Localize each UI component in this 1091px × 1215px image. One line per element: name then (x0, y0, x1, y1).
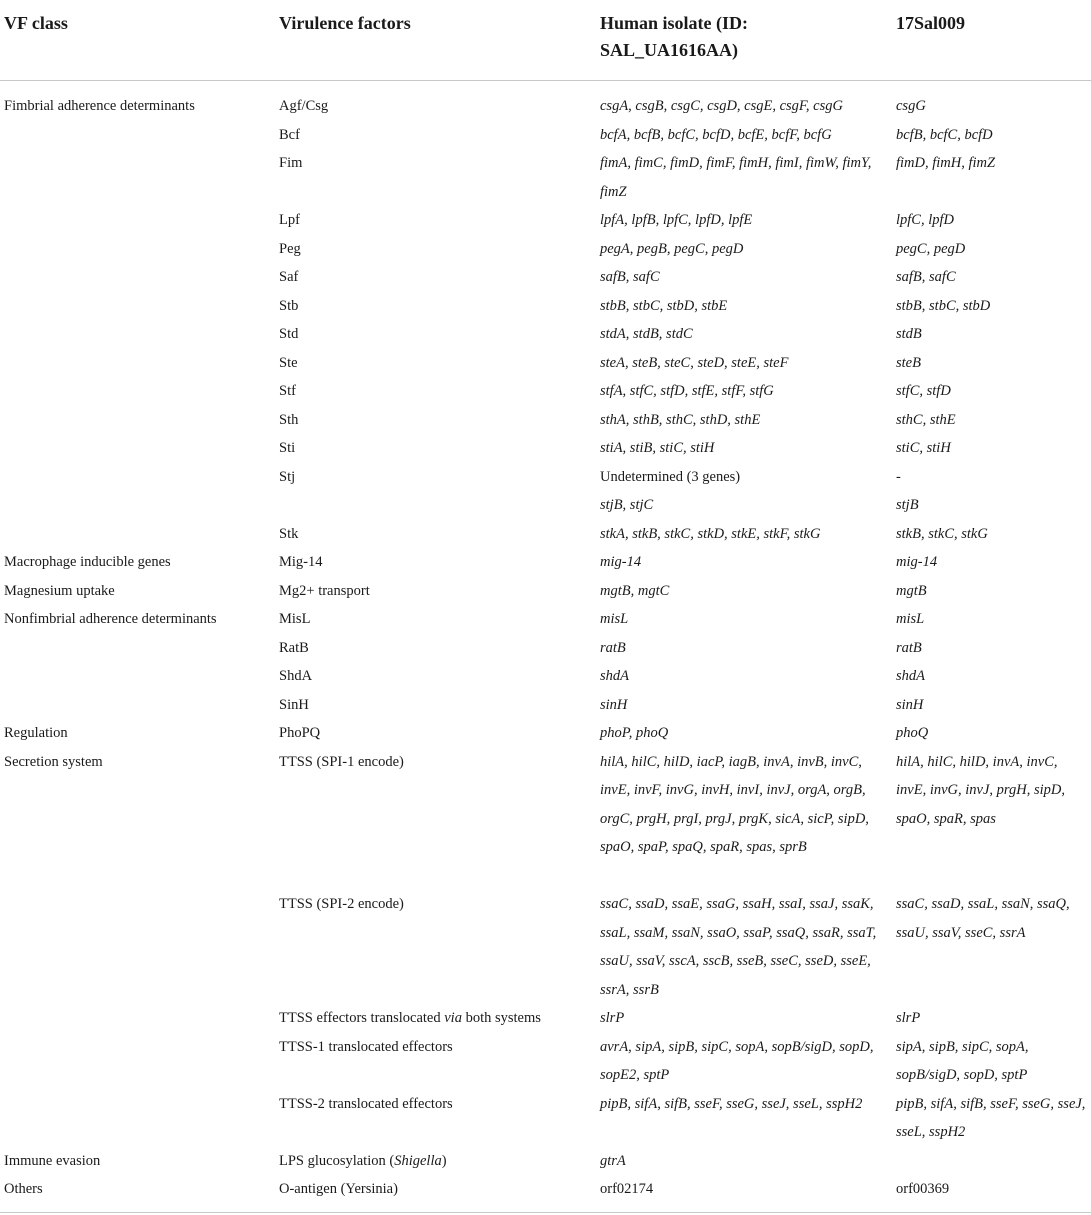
table-row (0, 491, 1091, 520)
cell-virulence-factor: Std (279, 326, 299, 342)
table-row (0, 605, 1091, 634)
cell-strain-genes: stfC, stfD (896, 383, 951, 399)
cell-strain-genes: lpfC, lpfD (896, 212, 955, 228)
cell-virulence-factor: TTSS-2 translocated effectors (279, 1095, 453, 1112)
table-row (0, 662, 1091, 691)
cell-vf-class: Regulation (4, 725, 68, 741)
cell-human-isolate-genes: fimA, fimC, fimD, fimF, fimH, fimI, fimW, fimY, fimZ (600, 155, 872, 200)
cell-virulence-factor: Mg2+ transport (279, 582, 370, 599)
table-row (0, 1090, 1091, 1147)
cell-virulence-factor: TTSS (SPI-1 encode) (279, 753, 404, 770)
cell-strain-genes: stkB, stkC, stkG (896, 525, 988, 542)
table-row (0, 206, 1091, 235)
cell-human-isolate-genes: sthA, sthB, sthC, sthD, sthE (600, 411, 761, 428)
cell-vf-class: Magnesium uptake (4, 582, 115, 599)
cell-strain-genes: hilA, hilC, hilD, invA, invC, invE, invG, invJ, prgH, sipD, spaO, spaR, spas (896, 753, 1066, 827)
table-row (0, 748, 1091, 891)
cell-human-isolate-genes: avrA, sipA, sipB, sipC, sopA, sopB/sigD, sopD, sopE2, sptP (600, 1038, 874, 1083)
cell-strain-genes: safB, safC (896, 269, 956, 285)
cell-virulence-factor (279, 1004, 594, 1033)
cell-virulence-factor: Stk (279, 525, 299, 542)
table-header (0, 0, 1091, 81)
table-row (0, 1175, 1091, 1204)
table-row (0, 349, 1091, 378)
cell-virulence-factor: TTSS-1 translocated effectors (279, 1038, 453, 1055)
table-row (0, 377, 1091, 406)
cell-strain-genes: ssaC, ssaD, ssaL, ssaN, ssaQ, ssaU, ssaV, sseC, ssrA (896, 896, 1070, 941)
table-row (0, 577, 1091, 606)
factor-text: ) (441, 1152, 447, 1169)
cell-human-isolate-genes: bcfA, bcfB, bcfC, bcfD, bcfE, bcfF, bcfG (600, 126, 832, 143)
table-row (0, 121, 1091, 150)
factor-text: both systems (461, 1010, 541, 1026)
cell-human-isolate-genes: ssaC, ssaD, ssaE, ssaG, ssaH, ssaI, ssaJ, ssaK, ssaL, ssaM, ssaN, ssaO, ssaP, ssaQ, ssaR, ssaT, ssaU, ssaV, sscA, sscB, sseB, sseC, sseD, sseE, ssrA, ssrB (600, 896, 877, 998)
cell-virulence-factor: Stf (279, 383, 296, 399)
cell-virulence-factor: ShdA (279, 668, 313, 684)
cell-human-isolate-genes: ratB (600, 639, 626, 656)
table-row (0, 235, 1091, 264)
cell-human-isolate-genes: pegA, pegB, pegC, pegD (600, 240, 744, 257)
cell-strain-genes: sinH (896, 696, 924, 713)
cell-strain-genes: mgtB (896, 582, 927, 599)
cell-human-isolate-genes: misL (600, 611, 629, 627)
cell-vf-class: Immune evasion (4, 1152, 101, 1169)
cell-strain-genes: ratB (896, 639, 922, 656)
table-row (0, 463, 1091, 492)
table-row (0, 1147, 1091, 1176)
cell-strain-genes: stjB (896, 497, 919, 513)
cell-human-isolate-genes: steA, steB, steC, steD, steE, steF (600, 354, 789, 371)
cell-strain-genes: fimD, fimH, fimZ (896, 155, 996, 171)
cell-strain-genes: orf00369 (896, 1181, 950, 1197)
cell-vf-class: Nonfimbrial adherence determinants (4, 611, 217, 627)
cell-strain-genes: slrP (896, 1010, 921, 1026)
cell-virulence-factor: SinH (279, 696, 309, 713)
header-strain: 17Sal009 (896, 13, 966, 33)
cell-strain-genes: pegC, pegD (896, 240, 966, 257)
factor-italic-text: via (444, 1010, 462, 1026)
cell-virulence-factor: Stj (279, 468, 296, 485)
cell-human-isolate-genes: orf02174 (600, 1181, 654, 1197)
cell-vf-class: Fimbrial adherence determinants (4, 98, 195, 114)
cell-human-isolate-genes: pipB, sifA, sifB, sseF, sseG, sseJ, sseL, sspH2 (600, 1095, 863, 1112)
factor-text: TTSS effectors translocated (279, 1010, 445, 1026)
cell-virulence-factor: Sti (279, 440, 296, 456)
cell-human-isolate-genes: stkA, stkB, stkC, stkD, stkE, stkF, stkG (600, 525, 821, 542)
table-bottom-rule (0, 1212, 1091, 1213)
cell-human-isolate-genes: stfA, stfC, stfD, stfE, stfF, stfG (600, 383, 774, 399)
cell-strain-genes: stiC, stiH (896, 440, 951, 456)
cell-vf-class: Others (4, 1181, 43, 1197)
cell-virulence-factor: Ste (279, 354, 298, 371)
cell-virulence-factor: Sth (279, 411, 299, 428)
table-row (0, 719, 1091, 748)
cell-virulence-factor: Agf/Csg (279, 98, 329, 114)
table-body (0, 81, 1091, 1204)
cell-strain-genes: csgG (896, 98, 926, 114)
cell-strain-genes: stbB, stbC, stbD (896, 297, 991, 314)
cell-strain-genes: steB (896, 354, 921, 371)
cell-vf-class: Macrophage inducible genes (4, 554, 171, 570)
cell-virulence-factor (279, 1147, 594, 1176)
cell-human-isolate-genes: shdA (600, 668, 629, 684)
cell-human-isolate-genes: phoP, phoQ (600, 725, 669, 741)
cell-virulence-factor: Bcf (279, 126, 300, 143)
cell-human-isolate-genes: slrP (600, 1010, 625, 1026)
cell-strain-genes: sthC, sthE (896, 411, 956, 428)
cell-virulence-factor: Mig-14 (279, 554, 323, 570)
factor-italic-text: Shigella (394, 1152, 442, 1169)
cell-virulence-factor: RatB (279, 639, 309, 656)
cell-strain-genes: - (896, 468, 901, 485)
cell-virulence-factor: Stb (279, 297, 299, 314)
table-row (0, 634, 1091, 663)
cell-human-isolate-genes: stjB, stjC (600, 497, 654, 513)
cell-human-isolate-genes: csgA, csgB, csgC, csgD, csgE, csgF, csgG (600, 98, 843, 114)
cell-human-isolate-genes: lpfA, lpfB, lpfC, lpfD, lpfE (600, 212, 753, 228)
cell-human-isolate-genes: stiA, stiB, stiC, stiH (600, 440, 715, 456)
table-row (0, 92, 1091, 121)
table-row (0, 1004, 1091, 1033)
cell-strain-genes: shdA (896, 668, 925, 684)
cell-virulence-factor: Fim (279, 155, 303, 171)
cell-human-isolate-genes: sinH (600, 696, 628, 713)
cell-human-isolate-genes: safB, safC (600, 269, 660, 285)
table-row (0, 320, 1091, 349)
cell-human-isolate-genes: hilA, hilC, hilD, iacP, iagB, invA, invB, invC, invE, invF, invG, invH, invI, invJ, orgA, orgB, orgC, prgH, prgI, prgJ, prgK, sicA, sicP, sipD, spaO, spaP, spaQ, spaR, spas, sprB (600, 753, 869, 855)
cell-virulence-factor: Peg (279, 240, 301, 257)
cell-strain-genes: phoQ (896, 725, 929, 741)
header-human-isolate: Human isolate (ID: SAL_UA1616AA) (600, 13, 748, 60)
cell-vf-class: Secretion system (4, 753, 103, 770)
table-row (0, 1033, 1091, 1090)
cell-human-isolate-genes: mgtB, mgtC (600, 582, 670, 599)
header-virulence-factors: Virulence factors (279, 13, 411, 33)
cell-strain-genes: sipA, sipB, sipC, sopA, sopB/sigD, sopD, sptP (896, 1038, 1029, 1083)
table-row (0, 263, 1091, 292)
cell-human-isolate-genes: Undetermined (3 genes) (600, 468, 741, 485)
header-vf-class: VF class (4, 13, 68, 33)
table-row (0, 406, 1091, 435)
cell-human-isolate-genes: mig-14 (600, 554, 642, 570)
cell-human-isolate-genes: stdA, stdB, stdC (600, 326, 693, 342)
table-row (0, 149, 1091, 206)
cell-strain-genes: mig-14 (896, 554, 938, 570)
table-row (0, 691, 1091, 720)
cell-strain-genes: pipB, sifA, sifB, sseF, sseG, sseJ, sseL, sspH2 (896, 1095, 1086, 1140)
cell-human-isolate-genes: stbB, stbC, stbD, stbE (600, 297, 728, 314)
cell-strain-genes: stdB (896, 326, 922, 342)
cell-human-isolate-genes: gtrA (600, 1152, 626, 1169)
cell-virulence-factor: MisL (279, 611, 311, 627)
table-row (0, 434, 1091, 463)
table-row (0, 292, 1091, 321)
table-row (0, 520, 1091, 549)
cell-virulence-factor: Lpf (279, 212, 300, 228)
factor-text: LPS glucosylation ( (279, 1152, 395, 1169)
cell-virulence-factor: O-antigen (Yersinia) (279, 1181, 398, 1197)
table-row (0, 548, 1091, 577)
cell-strain-genes: bcfB, bcfC, bcfD (896, 126, 993, 143)
cell-virulence-factor: Saf (279, 269, 299, 285)
cell-strain-genes: misL (896, 611, 925, 627)
cell-virulence-factor: PhoPQ (279, 725, 321, 741)
table-row (0, 890, 1091, 1004)
cell-virulence-factor: TTSS (SPI-2 encode) (279, 896, 404, 912)
